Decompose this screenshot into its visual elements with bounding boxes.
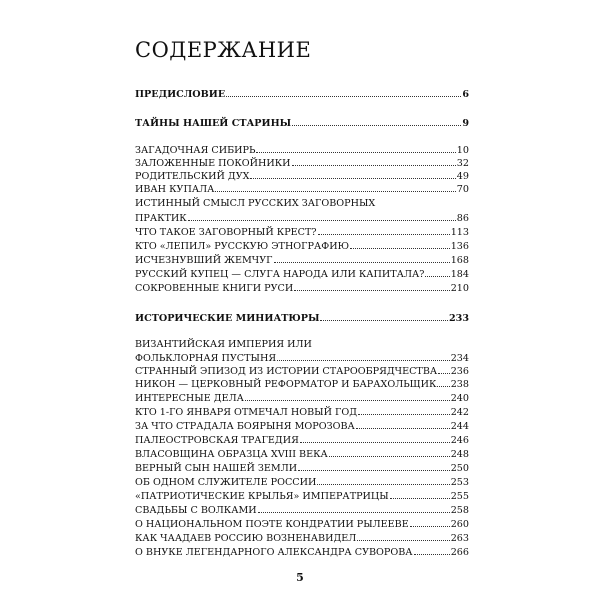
toc-entry-title: КТО «ЛЕПИЛ» РУССКУЮ ЭТНОГРАФИЮ bbox=[135, 241, 350, 252]
toc-entry-title: О НАЦИОНАЛЬНОМ ПОЭТЕ КОНДРАТИИ РЫЛЕЕВЕ bbox=[135, 519, 409, 530]
toc-entry-title: ПАЛЕОСТРОВСКАЯ ТРАГЕДИЯ bbox=[135, 435, 299, 446]
toc-entry-page: 248 bbox=[450, 449, 469, 460]
toc-entry-title: ИСТИННЫЙ СМЫСЛ РУССКИХ ЗАГОВОРНЫХ bbox=[135, 198, 376, 209]
toc-entry bbox=[135, 212, 469, 225]
toc-entry-title: ЗА ЧТО СТРАДАЛА БОЯРЫНЯ МОРОЗОВА bbox=[135, 421, 355, 432]
dot-leader bbox=[298, 462, 450, 471]
dot-leader bbox=[358, 406, 450, 415]
dot-leader bbox=[410, 518, 450, 527]
dot-leader bbox=[245, 392, 450, 401]
toc-entry-title: ПРЕДИСЛОВИЕ bbox=[135, 89, 226, 100]
toc-entry bbox=[135, 352, 469, 365]
toc-entry-title: ЗАГАДОЧНАЯ СИБИРЬ bbox=[135, 145, 256, 156]
toc-entry-page: 238 bbox=[450, 379, 469, 390]
toc-entry bbox=[135, 462, 469, 475]
toc-entry bbox=[135, 378, 469, 391]
toc-entry-title: «ПАТРИОТИЧЕСКИЕ КРЫЛЬЯ» ИМПЕРАТРИЦЫ bbox=[135, 491, 389, 502]
toc-entry-title: КАК ЧААДАЕВ РОССИЮ ВОЗНЕНАВИДЕЛ bbox=[135, 533, 357, 544]
toc-entry-page: 244 bbox=[450, 421, 469, 432]
toc-entry-page: 266 bbox=[450, 547, 469, 558]
toc-entry-title: ВЕРНЫЙ СЫН НАШЕЙ ЗЕМЛИ bbox=[135, 463, 298, 474]
toc-entry-page: 234 bbox=[450, 353, 469, 364]
toc-entry bbox=[135, 532, 469, 545]
toc-entry bbox=[135, 144, 469, 157]
toc-entry-title: ИСЧЕЗНУВШИЙ ЖЕМЧУГ bbox=[135, 255, 273, 266]
dot-leader bbox=[226, 88, 461, 97]
toc-entry-line1 bbox=[135, 198, 469, 210]
toc-entry-page: 32 bbox=[456, 158, 469, 169]
dot-leader bbox=[320, 312, 447, 321]
toc-entry-section-2 bbox=[135, 312, 469, 325]
toc-entry-page: 49 bbox=[456, 171, 469, 182]
toc-entry-page: 6 bbox=[462, 89, 469, 100]
toc-entry bbox=[135, 490, 469, 503]
dot-leader bbox=[425, 268, 449, 277]
toc-entry-page: 240 bbox=[450, 393, 469, 404]
toc-entry-page: 263 bbox=[450, 533, 469, 544]
toc-entry-title: КТО 1-ГО ЯНВАРЯ ОТМЕЧАЛ НОВЫЙ ГОД bbox=[135, 407, 358, 418]
toc-entry-page: 258 bbox=[450, 505, 469, 516]
dot-leader bbox=[437, 378, 449, 387]
toc-entry bbox=[135, 476, 469, 489]
toc-entry-title: ИНТЕРЕСНЫЕ ДЕЛА bbox=[135, 393, 244, 404]
toc-entry-title: СВАДЬБЫ С ВОЛКАМИ bbox=[135, 505, 257, 516]
toc-entry-page: 236 bbox=[450, 366, 469, 377]
toc-entry-title: СОКРОВЕННЫЕ КНИГИ РУСИ bbox=[135, 283, 294, 294]
toc-entry-title: ОБ ОДНОМ СЛУЖИТЕЛЕ РОССИИ bbox=[135, 477, 317, 488]
dot-leader bbox=[357, 532, 449, 541]
page-number: 5 bbox=[296, 571, 304, 584]
toc-entry-section-1 bbox=[135, 117, 469, 130]
toc-entry-page: 210 bbox=[450, 283, 469, 294]
dot-leader bbox=[215, 183, 455, 192]
dot-leader bbox=[350, 240, 450, 249]
dot-leader bbox=[292, 117, 461, 126]
page-title: СОДЕРЖАНИЕ bbox=[135, 38, 312, 62]
toc-entry-page: 246 bbox=[450, 435, 469, 446]
dot-leader bbox=[317, 476, 449, 485]
toc-entry-page: 253 bbox=[450, 477, 469, 488]
toc-entry-page: 260 bbox=[450, 519, 469, 530]
dot-leader bbox=[294, 282, 449, 291]
toc-entry bbox=[135, 282, 469, 295]
toc-entry-page: 242 bbox=[450, 407, 469, 418]
toc-entry bbox=[135, 170, 469, 183]
toc-entry bbox=[135, 268, 469, 281]
toc-entry-title: ЗАЛОЖЕННЫЕ ПОКОЙНИКИ bbox=[135, 158, 291, 169]
toc-entry-title: ВЛАСОВЩИНА ОБРАЗЦА XVIII ВЕКА bbox=[135, 449, 328, 460]
dot-leader bbox=[277, 352, 450, 361]
toc-entry bbox=[135, 183, 469, 196]
dot-leader bbox=[356, 420, 450, 429]
dot-leader bbox=[318, 226, 450, 235]
toc-entry-title: О ВНУКЕ ЛЕГЕНДАРНОГО АЛЕКСАНДРА СУВОРОВА bbox=[135, 547, 413, 558]
toc-entry-title: РОДИТЕЛЬСКИЙ ДУХ bbox=[135, 171, 250, 182]
dot-leader bbox=[250, 170, 455, 179]
dot-leader bbox=[274, 254, 450, 263]
toc-entry bbox=[135, 226, 469, 239]
dot-leader bbox=[292, 157, 456, 166]
toc-entry-page: 184 bbox=[450, 269, 469, 280]
toc-entry-page: 255 bbox=[450, 491, 469, 502]
dot-leader bbox=[258, 504, 450, 513]
toc-entry-page: 233 bbox=[448, 313, 469, 324]
toc-entry-title: ПРАКТИК bbox=[135, 213, 187, 224]
toc-entry-page: 10 bbox=[456, 145, 469, 156]
toc-entry bbox=[135, 518, 469, 531]
dot-leader bbox=[390, 490, 450, 499]
toc-entry-title: ФОЛЬКЛОРНАЯ ПУСТЫНЯ bbox=[135, 353, 277, 364]
toc-entry bbox=[135, 434, 469, 447]
toc-entry bbox=[135, 420, 469, 433]
dot-leader bbox=[300, 434, 450, 443]
toc-entry-title: ВИЗАНТИЙСКАЯ ИМПЕРИЯ ИЛИ bbox=[135, 339, 312, 350]
toc-entry-page: 136 bbox=[450, 241, 469, 252]
toc-entry-title: НИКОН — ЦЕРКОВНЫЙ РЕФОРМАТОР И БАРАХОЛЬЩИК bbox=[135, 379, 437, 390]
toc-entry-title: СТРАННЫЙ ЭПИЗОД ИЗ ИСТОРИИ СТАРООБРЯДЧЕСТВА bbox=[135, 366, 438, 377]
toc-entry bbox=[135, 546, 469, 559]
toc-entry bbox=[135, 504, 469, 517]
toc-entry bbox=[135, 254, 469, 267]
toc-entry-title: ТАЙНЫ НАШЕЙ СТАРИНЫ bbox=[135, 118, 292, 129]
toc-entry bbox=[135, 365, 469, 378]
toc-entry-title: ЧТО ТАКОЕ ЗАГОВОРНЫЙ КРЕСТ? bbox=[135, 227, 317, 238]
dot-leader bbox=[256, 144, 455, 153]
toc-entry bbox=[135, 406, 469, 419]
dot-leader bbox=[188, 212, 456, 221]
toc-entry-title: ИСТОРИЧЕСКИЕ МИНИАТЮРЫ bbox=[135, 313, 320, 324]
toc-entry-page: 113 bbox=[450, 227, 469, 238]
toc-entry-preface bbox=[135, 88, 469, 101]
toc-entry-page: 9 bbox=[462, 118, 469, 129]
toc-entry-page: 70 bbox=[456, 184, 469, 195]
toc-entry bbox=[135, 240, 469, 253]
toc-entry bbox=[135, 392, 469, 405]
toc-entry-page: 250 bbox=[450, 463, 469, 474]
toc-entry bbox=[135, 157, 469, 170]
dot-leader bbox=[414, 546, 450, 555]
toc-entry-title: ИВАН КУПАЛА bbox=[135, 184, 215, 195]
toc-entry-title: РУССКИЙ КУПЕЦ — СЛУГА НАРОДА ИЛИ КАПИТАЛА? bbox=[135, 269, 425, 280]
toc-entry-page: 86 bbox=[456, 213, 469, 224]
dot-leader bbox=[438, 365, 450, 374]
toc-entry bbox=[135, 448, 469, 461]
dot-leader bbox=[329, 448, 450, 457]
toc-entry-page: 168 bbox=[450, 255, 469, 266]
toc-entry-line1 bbox=[135, 339, 469, 351]
